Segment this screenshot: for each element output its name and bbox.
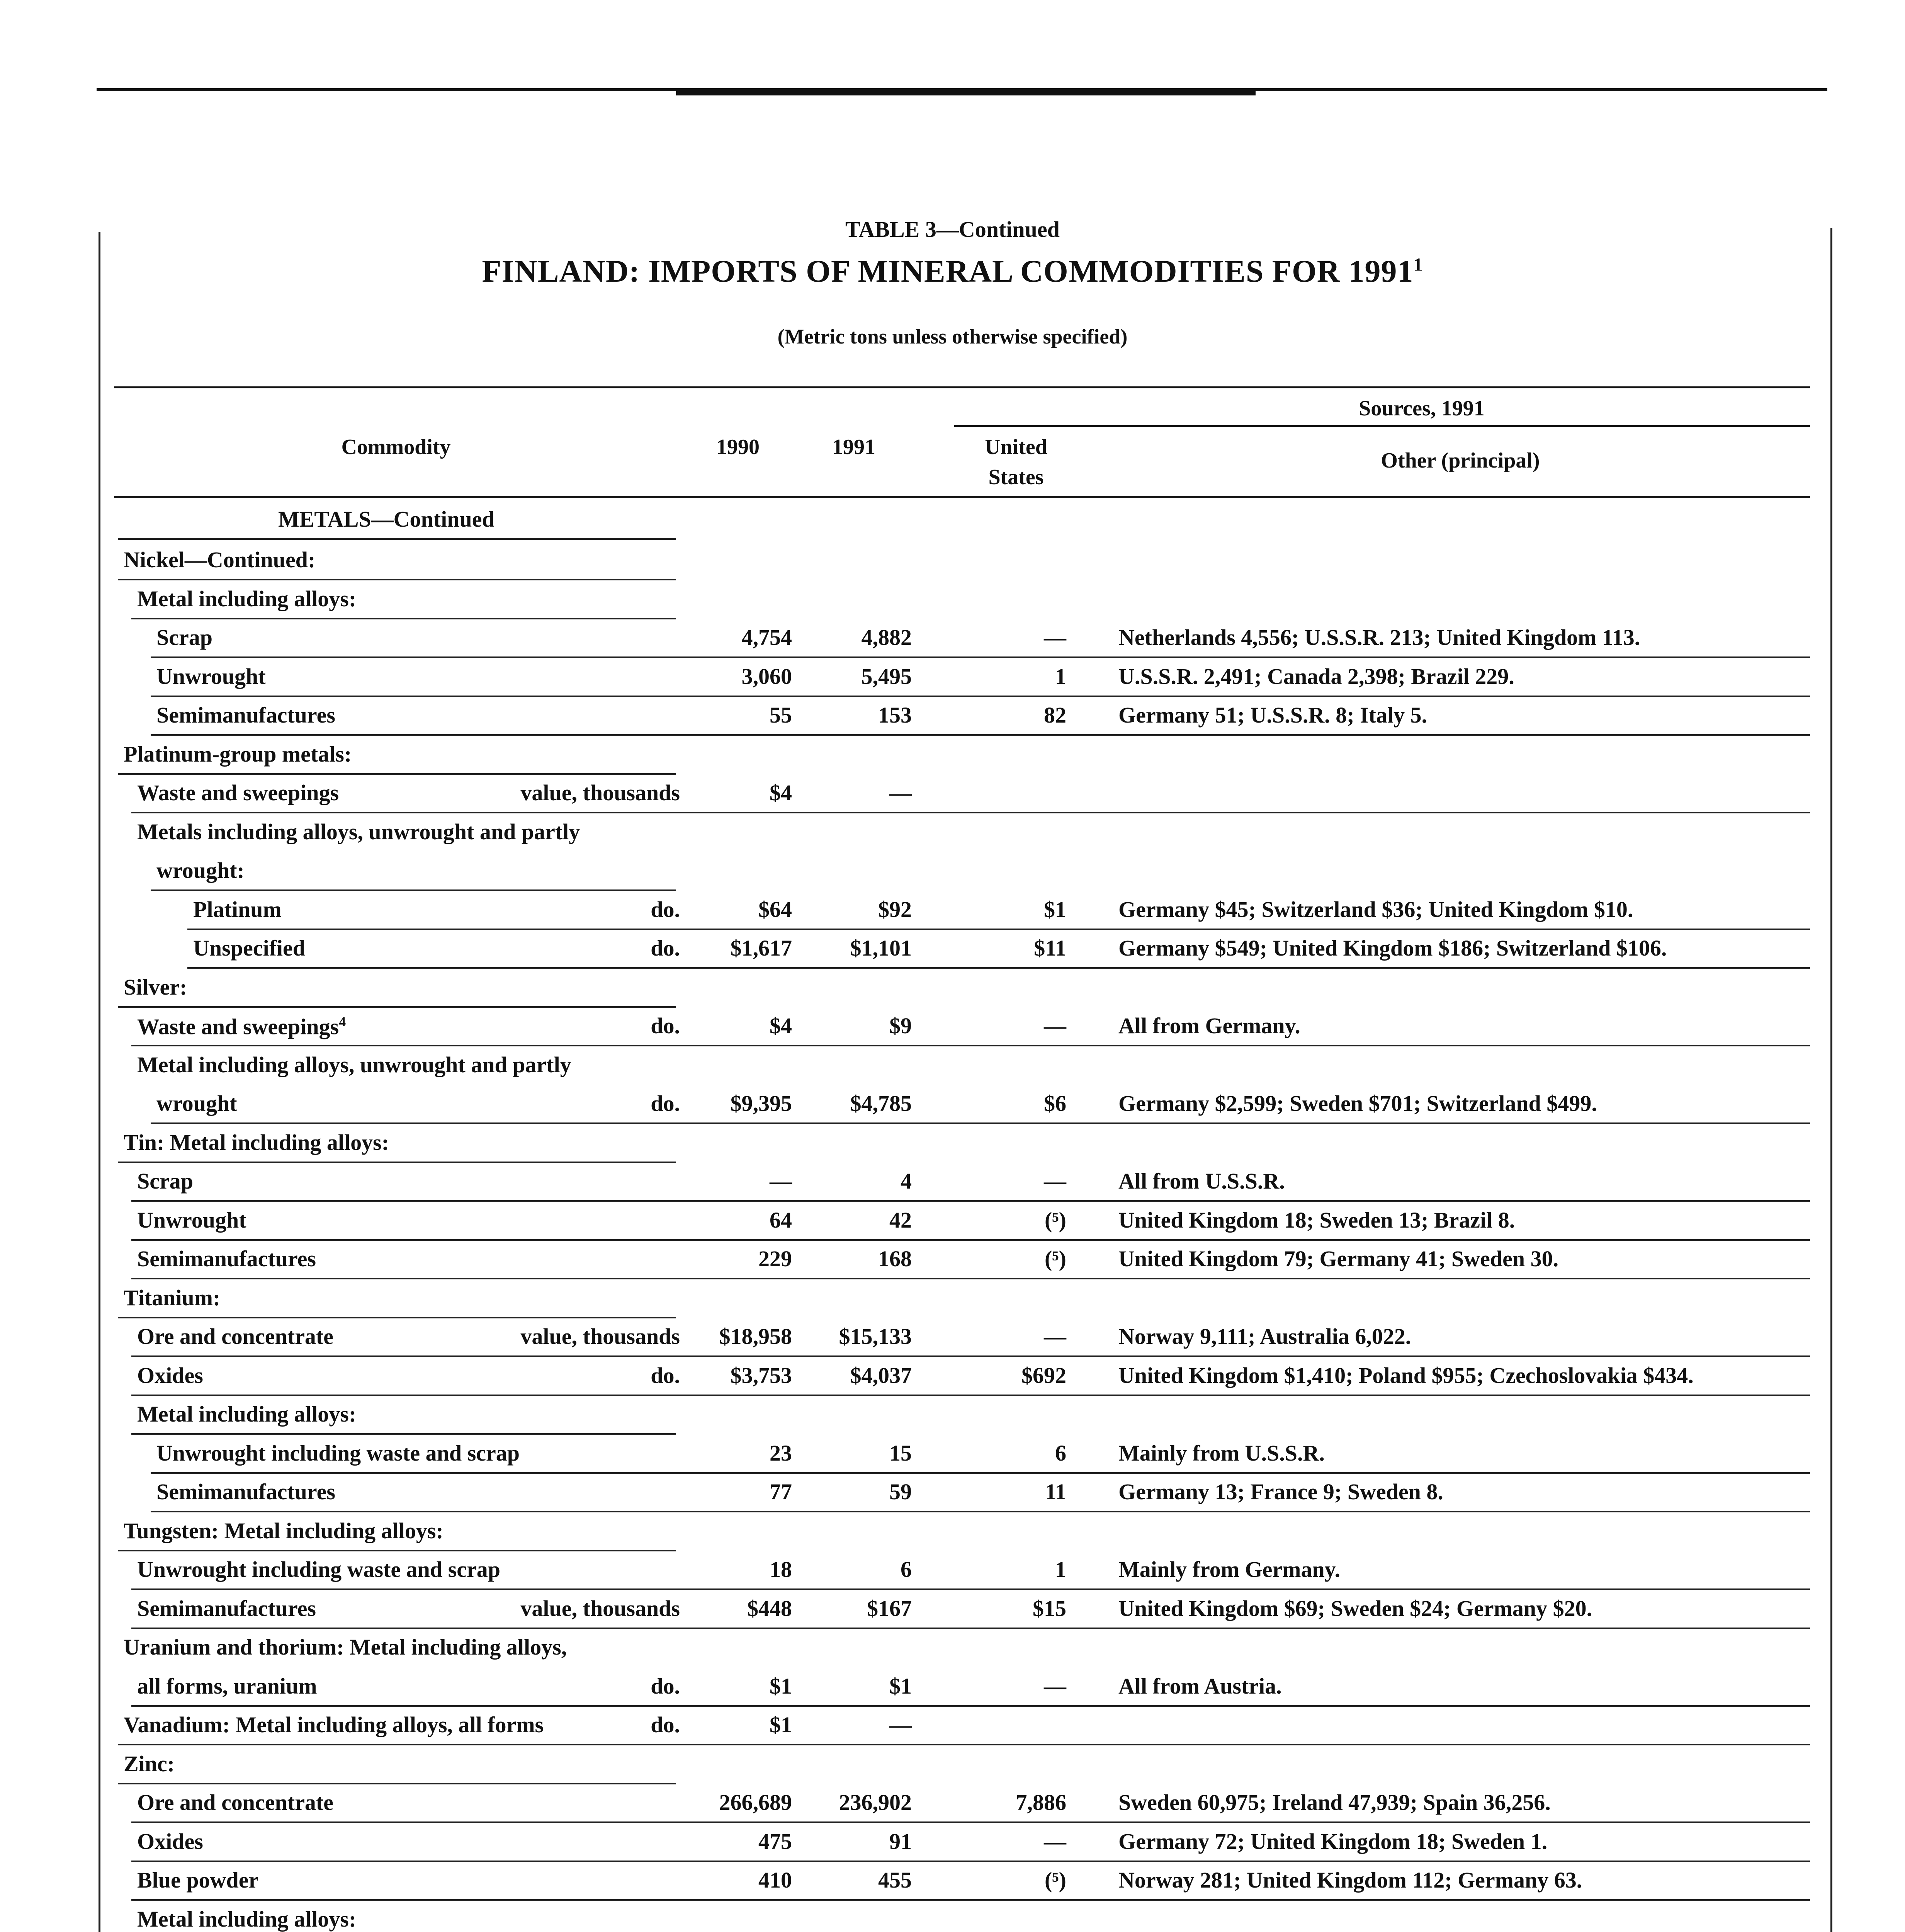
row-label: Ore and concentrate — [137, 1790, 333, 1815]
value-1990: $1 — [770, 1712, 792, 1737]
value-united-states: $11 — [1034, 935, 1066, 961]
row-label: Tin: Metal including alloys: — [124, 1129, 389, 1155]
row-rule — [151, 1122, 1810, 1124]
value-1991: 91 — [889, 1828, 912, 1854]
value-1991: $9 — [889, 1013, 912, 1038]
row-rule — [187, 967, 1810, 969]
row-rule — [151, 734, 1810, 736]
value-1991: 6 — [901, 1557, 912, 1582]
other-principal-sources: Germany $549; United Kingdom $186; Switzerland $106. — [1118, 935, 1667, 961]
header-bottom-rule — [114, 496, 1810, 498]
row-label: Unwrought — [137, 1207, 246, 1233]
row-rule — [131, 1705, 1810, 1707]
value-1990: $3,753 — [730, 1362, 792, 1388]
row-label: Scrap — [137, 1168, 193, 1194]
title-text: FINLAND: IMPORTS OF MINERAL COMMODITIES FOR 1991 — [482, 253, 1414, 289]
value-united-states: — — [1044, 625, 1066, 650]
table-top-rule — [114, 386, 1810, 388]
value-1990: — — [770, 1168, 792, 1194]
row-rule — [131, 1588, 1810, 1590]
row-rule — [131, 1395, 1810, 1396]
right-margin-rule — [1830, 228, 1832, 1932]
row-label: Waste and sweepings — [137, 780, 339, 805]
value-1991: 59 — [889, 1479, 912, 1504]
value-1991: $15,133 — [839, 1324, 912, 1349]
row-rule — [118, 1162, 676, 1163]
row-label: Unwrought — [156, 663, 266, 689]
row-rule — [131, 1239, 1810, 1241]
value-1991: $4,037 — [850, 1362, 912, 1388]
section-heading: METALS—Continued — [278, 507, 495, 532]
row-unit: value, thousands — [520, 780, 680, 805]
row-label: Nickel—Continued: — [124, 547, 316, 572]
left-margin-rule — [99, 232, 100, 1932]
row-label-text: Waste and sweepings — [137, 1014, 339, 1039]
value-1990: $64 — [758, 896, 792, 922]
value-united-states: $15 — [1033, 1595, 1066, 1621]
other-principal-sources: Germany 51; U.S.S.R. 8; Italy 5. — [1118, 702, 1427, 728]
row-label: Unwrought including waste and scrap — [156, 1440, 520, 1466]
value-united-states: $1 — [1044, 896, 1066, 922]
value-1991: — — [889, 1712, 912, 1737]
other-principal-sources: All from Germany. — [1118, 1013, 1300, 1038]
value-1991: 15 — [889, 1440, 912, 1466]
value-united-states: — — [1044, 1324, 1066, 1349]
col-header-sources: Sources, 1991 — [1359, 396, 1485, 420]
row-label: Platinum — [193, 896, 282, 922]
row-unit: do. — [651, 1712, 680, 1737]
other-principal-sources: United Kingdom $69; Sweden $24; Germany $20. — [1118, 1595, 1592, 1621]
row-rule — [131, 1628, 1810, 1629]
value-united-states: 82 — [1044, 702, 1066, 728]
value-1991: 153 — [878, 702, 912, 728]
value-united-states: 7,886 — [1016, 1790, 1066, 1815]
row-label: wrought: — [156, 858, 245, 883]
value-1991: $1,101 — [850, 935, 912, 961]
value-united-states: 1 — [1055, 1557, 1066, 1582]
other-principal-sources: United Kingdom 18; Sweden 13; Brazil 8. — [1118, 1207, 1515, 1233]
row-rule — [151, 1472, 1810, 1474]
row-label: Semimanufactures — [156, 702, 335, 728]
row-label: Unspecified — [193, 935, 305, 961]
col-header-us-line1: United — [985, 435, 1047, 459]
row-rule — [131, 1861, 1810, 1862]
value-1990: 18 — [770, 1557, 792, 1582]
row-label: Vanadium: Metal including alloys, all forms — [124, 1712, 544, 1737]
row-label: Blue powder — [137, 1867, 259, 1893]
other-principal-sources: Norway 9,111; Australia 6,022. — [1118, 1324, 1411, 1349]
row-unit: do. — [651, 1013, 680, 1038]
value-1991: $1 — [889, 1673, 912, 1699]
value-united-states: (⁵) — [1044, 1867, 1066, 1893]
table-label: TABLE 3—Continued — [845, 217, 1060, 242]
sources-rule — [954, 425, 1810, 427]
row-rule — [151, 889, 676, 891]
other-principal-sources: Germany 13; France 9; Sweden 8. — [1118, 1479, 1443, 1504]
value-united-states: 1 — [1055, 663, 1066, 689]
row-label: Ore and concentrate — [137, 1324, 333, 1349]
row-rule — [131, 1200, 1810, 1202]
other-principal-sources: Netherlands 4,556; U.S.S.R. 213; United Kingdom 113. — [1118, 625, 1640, 650]
row-label: Metal including alloys: — [137, 1401, 357, 1427]
other-principal-sources: Germany 72; United Kingdom 18; Sweden 1. — [1118, 1828, 1548, 1854]
other-principal-sources: U.S.S.R. 2,491; Canada 2,398; Brazil 229. — [1118, 663, 1514, 689]
col-header-commodity: Commodity — [341, 435, 451, 459]
row-unit: do. — [651, 896, 680, 922]
row-rule — [131, 1433, 676, 1435]
value-1991: 168 — [878, 1246, 912, 1271]
row-rule — [151, 656, 1810, 658]
row-label: Semimanufactures — [156, 1479, 335, 1504]
row-rule — [151, 696, 1810, 697]
value-1990: $1 — [770, 1673, 792, 1699]
other-principal-sources: Sweden 60,975; Ireland 47,939; Spain 36,256. — [1118, 1790, 1551, 1815]
row-label: Platinum-group metals: — [124, 741, 352, 767]
value-1990: 64 — [770, 1207, 792, 1233]
units-note: (Metric tons unless otherwise specified) — [777, 325, 1128, 348]
row-rule — [118, 1550, 676, 1551]
row-label: Titanium: — [124, 1285, 221, 1310]
row-rule — [131, 1899, 1810, 1901]
row-rule — [187, 929, 1810, 930]
value-united-states: — — [1044, 1828, 1066, 1854]
value-united-states: — — [1044, 1168, 1066, 1194]
row-rule — [118, 1006, 676, 1008]
row-label: wrought — [156, 1091, 237, 1116]
value-1990: 410 — [758, 1867, 792, 1893]
value-united-states: 6 — [1055, 1440, 1066, 1466]
row-label: Oxides — [137, 1828, 203, 1854]
value-united-states: $692 — [1021, 1362, 1066, 1388]
value-united-states: (⁵) — [1044, 1207, 1066, 1233]
row-label: Unwrought including waste and scrap — [137, 1557, 501, 1582]
row-label: Scrap — [156, 625, 212, 650]
value-1990: $448 — [747, 1595, 792, 1621]
value-1990: 55 — [770, 702, 792, 728]
other-principal-sources: All from U.S.S.R. — [1118, 1168, 1285, 1194]
value-1990: 475 — [758, 1828, 792, 1854]
top-rule-accent — [676, 90, 1256, 95]
row-rule — [131, 1355, 1810, 1357]
row-rule — [131, 812, 1810, 813]
other-principal-sources: Norway 281; United Kingdom 112; Germany 63. — [1118, 1867, 1582, 1893]
row-rule — [131, 1045, 1810, 1046]
value-1990: 4,754 — [741, 625, 792, 650]
row-label: Semimanufactures — [137, 1595, 316, 1621]
row-unit: do. — [651, 935, 680, 961]
col-header-other: Other (principal) — [1381, 449, 1540, 473]
value-1990: $4 — [770, 780, 792, 805]
row-label: Metal including alloys, unwrought and partly — [137, 1052, 571, 1077]
other-principal-sources: All from Austria. — [1118, 1673, 1282, 1699]
value-1990: $4 — [770, 1013, 792, 1038]
other-principal-sources: Mainly from U.S.S.R. — [1118, 1440, 1325, 1466]
value-1991: 5,495 — [861, 663, 912, 689]
value-1991: 455 — [878, 1867, 912, 1893]
value-united-states: — — [1044, 1673, 1066, 1699]
title-footnote-marker: 1 — [1413, 254, 1423, 275]
col-header-1991: 1991 — [832, 435, 875, 459]
value-1990: $9,395 — [730, 1091, 792, 1116]
value-1990: 229 — [758, 1246, 792, 1271]
row-label-footnote: 4 — [339, 1014, 346, 1029]
other-principal-sources: United Kingdom 79; Germany 41; Sweden 30. — [1118, 1246, 1559, 1271]
row-rule — [131, 1821, 1810, 1823]
col-header-1990: 1990 — [716, 435, 760, 459]
row-rule — [118, 1783, 676, 1784]
value-united-states: — — [1044, 1013, 1066, 1038]
row-rule — [151, 1511, 1810, 1512]
other-principal-sources: Germany $2,599; Sweden $701; Switzerland $499. — [1118, 1091, 1597, 1116]
value-united-states: $6 — [1044, 1091, 1066, 1116]
value-1991: 4 — [901, 1168, 912, 1194]
value-1991: $92 — [878, 896, 912, 922]
value-1991: — — [889, 780, 912, 805]
value-1991: 4,882 — [861, 625, 912, 650]
section-heading-rule — [118, 538, 676, 540]
value-1990: 3,060 — [741, 663, 792, 689]
value-1991: 42 — [889, 1207, 912, 1233]
row-label: Metal including alloys: — [137, 1906, 357, 1932]
row-label: Metals including alloys, unwrought and partly — [137, 819, 580, 844]
row-label: all forms, uranium — [137, 1673, 317, 1699]
row-label: Uranium and thorium: Metal including alloys, — [124, 1634, 567, 1660]
value-1991: $167 — [867, 1595, 912, 1621]
row-rule — [118, 1317, 676, 1318]
row-label: Tungsten: Metal including alloys: — [124, 1518, 444, 1543]
row-label — [137, 1015, 346, 1038]
value-1990: $18,958 — [719, 1324, 792, 1349]
other-principal-sources: Germany $45; Switzerland $36; United Kingdom $10. — [1118, 896, 1633, 922]
row-rule — [118, 1744, 1810, 1745]
value-1991: $4,785 — [850, 1091, 912, 1116]
row-unit: do. — [651, 1673, 680, 1699]
row-rule — [118, 579, 676, 580]
page-title — [0, 253, 1905, 289]
row-unit: value, thousands — [520, 1595, 680, 1621]
value-united-states: 11 — [1045, 1479, 1066, 1504]
row-label: Zinc: — [124, 1751, 175, 1776]
value-united-states: (⁵) — [1044, 1246, 1066, 1271]
row-rule — [131, 1278, 1810, 1279]
row-rule — [131, 618, 676, 619]
value-1990: $1,617 — [730, 935, 792, 961]
value-1990: 77 — [770, 1479, 792, 1504]
row-unit: do. — [651, 1091, 680, 1116]
col-header-us-line2: States — [988, 465, 1044, 489]
row-label: Oxides — [137, 1362, 203, 1388]
value-1991: 236,902 — [839, 1790, 912, 1815]
value-1990: 266,689 — [719, 1790, 792, 1815]
row-label: Semimanufactures — [137, 1246, 316, 1271]
other-principal-sources: United Kingdom $1,410; Poland $955; Czechoslovakia $434. — [1118, 1362, 1694, 1388]
row-label: Metal including alloys: — [137, 586, 357, 611]
row-label: Silver: — [124, 974, 187, 1000]
row-rule — [118, 773, 676, 775]
row-unit: value, thousands — [520, 1324, 680, 1349]
value-1990: 23 — [770, 1440, 792, 1466]
other-principal-sources: Mainly from Germany. — [1118, 1557, 1341, 1582]
row-unit: do. — [651, 1362, 680, 1388]
